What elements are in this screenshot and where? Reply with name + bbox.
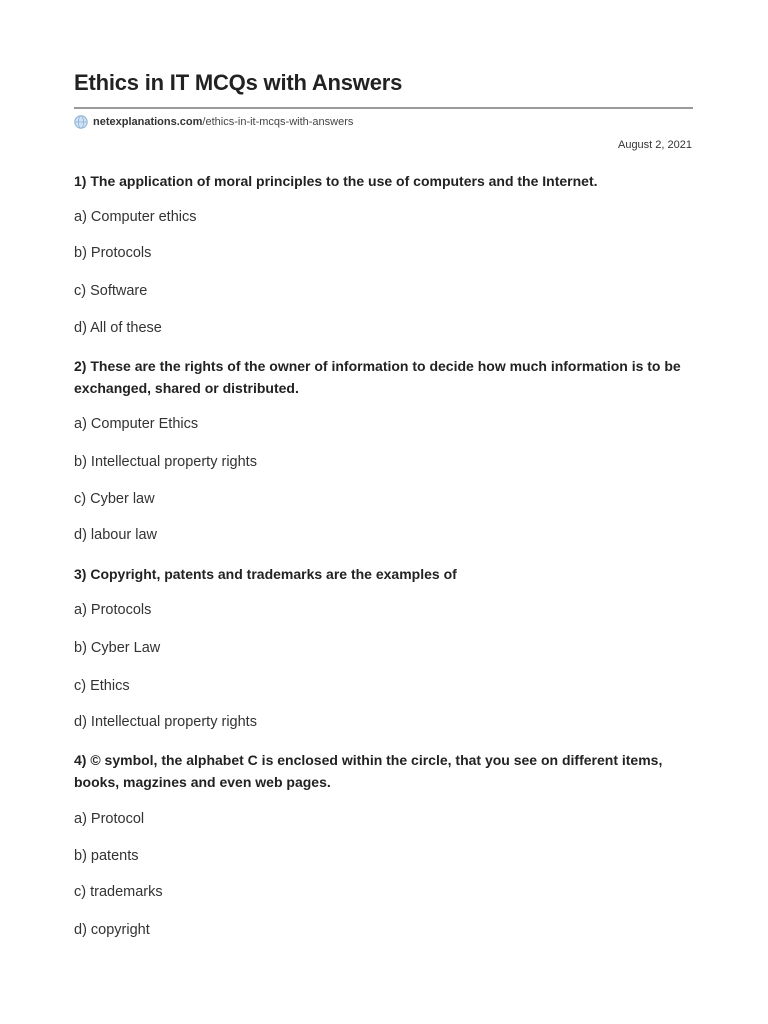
answer-option: d) copyright [74,922,150,938]
answer-option: c) Ethics [74,678,130,694]
answer-option: c) Software [74,283,148,299]
answer-option: a) Computer Ethics [74,416,199,432]
publish-date: August 2, 2021 [617,139,692,151]
source-path: /ethics-in-it-mcqs-with-answers [202,116,354,128]
answer-option: a) Computer ethics [74,209,197,225]
answer-option: c) Cyber law [74,491,155,507]
answer-option: c) trademarks [74,884,163,900]
answer-option: b) Cyber Law [74,640,161,656]
answer-option: d) labour law [74,527,158,543]
globe-icon [74,115,88,129]
question-text: 1) The application of moral principles to the use of computers and the Internet. [74,173,598,189]
answer-option: d) All of these [74,320,162,336]
answer-option: a) Protocol [74,811,145,827]
title-divider [74,107,693,109]
answer-option: b) patents [74,848,139,864]
page-title: Ethics in IT MCQs with Answers [74,70,403,95]
answer-option: b) Protocols [74,245,152,261]
source-domain: netexplanations.com [93,116,203,128]
question-text: 4) © symbol, the alphabet C is enclosed within the circle, that you see on different items, books, magzines and even web pages. [74,752,663,790]
source-link[interactable] [74,114,353,130]
answer-option: a) Protocols [74,602,152,618]
answer-option: b) Intellectual property rights [74,454,257,470]
answer-option: d) Intellectual property rights [74,714,257,730]
question-text: 3) Copyright, patents and trademarks are the examples of [74,566,457,582]
question-text: 2) These are the rights of the owner of information to decide how much information is to be exchanged, shared or distributed. [74,358,681,396]
